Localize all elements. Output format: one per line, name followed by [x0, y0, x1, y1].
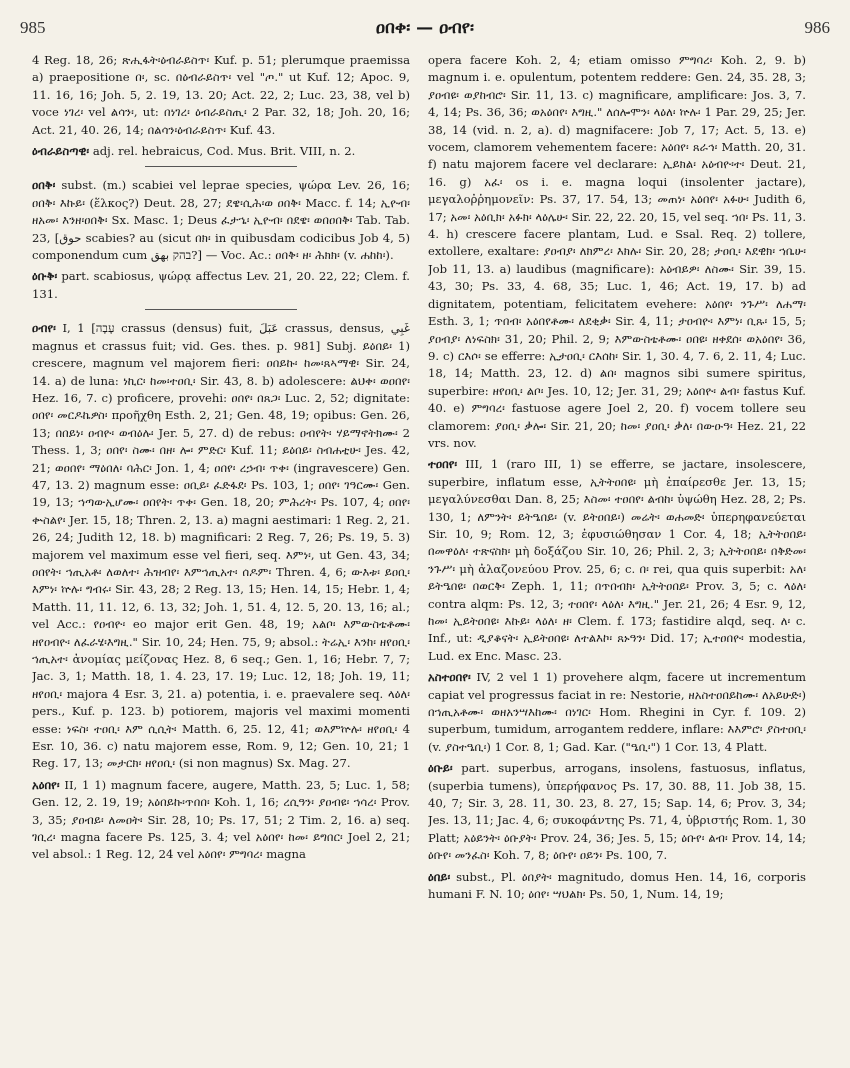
entry-headword: ዕቡቅ፡: [32, 269, 58, 284]
entry-headword: ዐበቅ፡: [32, 178, 56, 193]
entry-headword: ዕቡይ፡: [428, 761, 453, 776]
entry-text: IV, 2 vel 1 1) provehere alqm, facere ut incrementum capiat vel progressus faciat in re: Nestorie, ዘአስተዐበይከሙ፡ ለአይሁድ፡) በኀጢአቶሙ፡ ወዘአንሣእከሙ፡ በነገር፡ Hom. Rhegini in Cyr. f. 109. 2) superbum, tumidum, arrogantem reddere, inflare: እእምሮ፡ ያስተዐቢ፡ (v. ያስተዔቢ፡) 1 Cor. 8, 1; Gad. Kar. ("ዔቢ፡") 1 Cor. 13, 4 Platt.: [428, 670, 806, 754]
entry-headword: ዕብራይስጣዊ፡: [32, 144, 90, 159]
dictionary-entry: [32, 777, 410, 864]
entry-text: II, 1 1) magnum facere, augere, Matth. 23, 5; Luc. 1, 58; Gen. 12, 2. 19, 19; አዕበይኩ፡ጥበበ፡ Koh. 1, 16; ረሲዓን፡ ያዐብዩ፡ ኀሳረ፡ Prov. 3, 35; ያዐብይ፡ ለመዐት፡ Sir. 28, 10; Ps. 17, 51; 2 Tim. 2, 16. a) seq. ገቢረ፡ magna facere Ps. 125, 3. 4; vel አዕበየ፡ ከመ፡ ይግበር፡ Joel 2, 21; vel absol.: 1 Reg. 12, 24 vel አዕበየ፡ ምግባረ፡ magna: [32, 777, 410, 862]
entry-headword: ዕበይ፡: [428, 869, 451, 884]
right-page-number: 986: [804, 18, 830, 37]
entry-text: part. scabiosus, ψώρᾳ affectus Lev. 21, 20. 22, 22; Clem. f. 131.: [32, 269, 410, 301]
continuation-text: [428, 52, 806, 452]
entry-headword: አስተዐበየ፡: [428, 670, 471, 685]
entry-text: subst. (m.) scabiei vel leprae species, ψώρα Lev. 26, 16; ዐበቅ፡ እኩይ፡ (ἕλκος?) Deut. 28, 27; ደዌ፡ሲሕ፡ወ ዐበቅ፡ Macc. f. 14; ኢዮብ፡ዘአመ፡ እንዘ፡ዐበቅ፡ Sx. Masc. 1; Deus ፈታኄ፡ ኢዮብ፡ በደዌ፡ ወበዐበቅ፡ Tab. Tab. 23, [ﺣﻮﻕ scabies? au (sicut በክ፡ in quibusdam codicibus Job 4, 5) componendum cum בהק ﺑﻬﻖ?] — Voc. Ac.: ዐበቅ፡ ዘ፡ ሕክክ፡ (v. ሐከከ፡).: [32, 178, 410, 263]
section-divider: [145, 166, 296, 167]
entry-headword: ዐብየ፡: [32, 321, 56, 336]
entry-text: opera facere Koh. 2, 4; etiam omisso ምግባረ፡ Koh. 2, 9. b) magnum i. e. opulentum, potentem reddere: Gen. 24, 35. 28, 3; ያዐብዩ፡ ወያከብሮ፡ Sir. 11, 13. c) magnificare, amplificare: Jos. 3, 7. 4, 14; Ps. 36, 36; ወአዕበየ፡ እግዚ." ለሰሎሞን፡ ላዕለ፡ ኵሉ፡ 1 Par. 29, 25; Jer. 38, 14 (vid. n. 2, a). d) magnifacere: Job 7, 17; Act. 5, 13. e) vocem, clamorem vehementem facere: አዕበየ፡ ጸራኅ፡ Matth. 20, 31. f) natu majorem facere vel declarare: ኢይክል፡ አዕብዮ፡ተ፡ Deut. 21, 16. g) አፈ፡ os i. e. magna loqui (insolenter jactare), μεγαλοῤῥημονεῖν: Ps. 37, 17. 54, 13; መጠነ፡ አዕበየ፡ አፉሁ፡ Judith 6, 17; አመ፡ አዕቢክ፡ አፉክ፡ ላዕሌሁ፡ Sir. 22, 22. 20, 15, vel seq. ኀበ፡ Ps. 11, 3. 4. h) crescere facere plantam, Lud. e Ssal. Req. 2) tollere, extollere, exaltare: ያዐብያ፡ ለክምረ፡ እክሉ፡ Sir. 20, 28; ታዐቢ፡ እደዊክ፡ ኀቤሁ፡ Job 11, 13. a) laudibus (magnificare): አዕብይዎ፡ ለስሙ፡ Sir. 39, 15. 43, 30; Ps. 33, 4. 68, 35; Luc. 1, 46; Act. 19, 17. b) ad dignitatem, potentiam, felicitatem evehere: አዕበየ፡ ንጉሥ፡ ለሐማ፡ Esth. 3, 1; ጥበብ፡ አዕበየቶሙ፡ ለደቂቃ፡ Sir. 4, 11; ታዐብዮ፡ እምነ፡ ቢጹ፡ 15, 5; ያዐብያ፡ ለነፍስክ፡ 31, 20; Phil. 2, 9; እምውስቴቶሙ፡ ዐበዩ፡ ዘቀደሰ፡ ወአዕበየ፡ 36, 9. c) ርእሶ፡ se efferre: ኢታዐቢ፡ ርእሰከ፡ Sir. 1, 30. 4, 7. 6, 2. 11, 4; Luc. 18, 14; Matth. 23, 12. d) ልበ፡ magnos sibi sumere spiritus, superbire: ዘየዐቢ፡ ልቦ፡ Jes. 10, 12; Jer. 31, 29; አዕበዮ፡ ልብ፡ fastus Kuf. 40. e) ምግባረ፡ fastuose agere Joel 2, 20. f) vocem tollere seu clamorem: ያዐቢ፡ ቃሎ፡ Sir. 21, 20; ከመ፡ ያዐቢ፡ ቃለ፡ በውዑዓ፡ Hez. 21, 22 vrs. nov.: [428, 53, 806, 450]
dictionary-entry: [428, 760, 806, 864]
entry-text: III, 1 (raro III, 1) se efferre, se jactare, insolescere, superbire, inflatum esse, ኢትትዐበዩ፡ μὴ ἐπαίρεσθε Jer. 13, 15; μεγαλύνεσθαι Dan. 8, 25; እስመ፡ ተዐበየ፡ ልብከ፡ ὑψώθη Hez. 28, 2; Ps. 130, 1; ለምንት፡ ይትዔበይ፡ (v. ይትዐበይ፡) መሬት፡ ወሐመድ፡ ὑπερηφανεύεται Sir. 10, 9; Rom. 12, 3; ἐφυσιώθησαν 1 Cor. 4, 18; ኢትትዐበይ፡ በመዋዕለ፡ ተጽናስክ፡ μὴ δοξάζου Sir. 10, 26; Phil. 2, 3; ኢትትዐበይ፡ በቅድመ፡ ንጉሥ፡ μὴ ἀλαζονεύου Prov. 25, 6; c. በ፡ rei, qua quis superbit: አለ፡ ይትዔበዩ፡ በወርቅ፡ Zeph. 1, 11; በጥበብክ፡ ኢትትዐበይ፡ Prov. 3, 5; c. ላዕለ፡ contra alqm: Ps. 12, 3; ተዐበየ፡ ላዕለ፡ እግዚ." Jer. 21, 26; 4 Esr. 9, 12, ከመ፡ ኢይትዐበዩ፡ እኩይ፡ ላዕለ፡ ዘ፡ Clem. f. 173; fastidire alqd, seq. ለ፡ c. Inf., ut: ዲያቆናት፡ ኢይትዐበዩ፡ ለተልእኮ፡ ጸኑዓን፡ Did. 17; ኢተዐበዮ፡ modestia, Lud. ex Enc. Masc. 23.: [428, 457, 806, 663]
dictionary-entry: [428, 669, 806, 756]
section-divider: [145, 309, 296, 310]
dictionary-entry: [32, 268, 410, 303]
left-page-number: 985: [20, 18, 46, 37]
continuation-text: [32, 52, 410, 139]
right-column: [428, 52, 806, 1060]
entry-headword: ተዐበየ፡: [428, 457, 458, 472]
running-head: ዐበቀ፡ — ዐብየ፡: [375, 18, 475, 38]
dictionary-entry: [32, 177, 410, 264]
entry-text: subst., Pl. ዕበያት፡ magnitudo, domus Hen. 14, 16, corporis humani F. N. 10; ዕበየ፡ ሣህልክ፡ Ps. 50, 1, Num. 14, 19;: [428, 869, 806, 902]
entry-text: I, 1 [עָבָה crassus (densus) fuit, ﻋَﺒَﻞَ crassus, densus, ﻏَﺒِﻲ magnus et crassus fuit; vid. Ges. thes. p. 981] Subj. ይዕበይ፡ 1) crescere, magnum vel majorem fieri: ዐበይኩ፡ ከመ፡ጸኣማዊ፡ Sir. 24, 14. a) de luna: ነኪር፡ ከመ፡ተዐቢ፡ Sir. 43, 8. b) adolescere: ልህቀ፡ ወዐበየ፡ Hez. 16, 7. c) proficere, provehi: ዐበየ፡ በጸጋ፡ Luc. 2, 52; dignitate: ዐበየ፡ መርዶኬዎስ፡ προῆχθη Esth. 2, 21; Gen. 48, 19; opibus: Gen. 26, 13; በበይነ፡ ዐብዮ፡ ወብዕሉ፡ Jer. 5, 27. d) de rebus: ዐብየት፡ ሃይማኖትክሙ፡ 2 Thess. 1, 3; ዐበየ፡ ስሙ፡ በዘ፡ ሎ፡ ምድር፡ Kuf. 11; ይዕበይ፡ ስብሐቲሁ፡ Jes. 42, 21; ወዐበየ፡ ማዕበለ፡ ባሕር፡ Jon. 1, 4; ዐበየ፡ ረኃብ፡ ጥቀ፡ (ingravescere) Gen. 47, 13. 2) magnum esse: ዐቢይ፡ ፈድፋደ፡ Ps. 103, 1; ዐበየ፡ ገዓርሙ፡ Gen. 19, 13; ኀጣውኢሆሙ፡ ዐበየት፡ ጥቀ፡ Gen. 18, 20; ምሕረት፡ Ps. 107, 4; ዐበየ፡ ቍስልየ፡ Jer. 15, 18; Thren. 2, 13. a) magni aestimari: 1 Reg. 2, 21. 26, 24; Judith 12, 18. b) magnificari: 2 Reg. 7, 26; Ps. 19, 5. 3) majorem vel maximum esse vel fieri, seq. እምነ፡, ut Gen. 43, 34; ዐበየት፡ ኀጢአቶ፡ ለወለተ፡ ሕዝብየ፡ እምኀጢአተ፡ ሰዶም፡ Thren. 4, 6; ውእቱ፡ ይዐቢ፡ እምነ፡ ኵሉ፡ ግብሩ፡ Sir. 43, 28; 2 Reg. 13, 15; Hen. 14, 15; Hebr. 1, 4; Matth. 11, 11. 12, 6. 13, 32; Joh. 1, 51. 4, 12. 5, 20. 13, 16; al.; vel Acc.: የዐብዮ፡ eo major erit Gen. 48, 19; አልቦ፡ እምውስቴቶሙ፡ ዘየዐብዮ፡ ለፈራሄ፡እግዚ." Sir. 10, 24; Hen. 75, 9; absol.: ትሬኢ፡ እንከ፡ ዘየዐቢ፡ ኀጢአተ፡ ἀνομίας μείζονας Hez. 8, 6 seq.; Gen. 1, 16; Hebr. 7, 7; Jac. 3, 1; Matth. 18, 1. 4. 23, 17. 19; Luc. 12, 18; Joh. 19, 11; ዘየዐቢ፡ majora 4 Esr. 3, 21. a) potentia, i. e. praevalere seq. ላዕለ፡ pers., Kuf. p. 123. b) potiorem, majoris vel maximi momenti esse: ነፍስ፡ ተዐቢ፡ እም ሲሲት፡ Matth. 6, 25. 12, 41; ወእምኵሉ፡ ዘየዐቢ፡ 4 Esr. 10, 36. c) natu majorem esse, Rom. 9, 12; Gen. 10, 21; 1 Reg. 17, 13; መታርክ፡ ዘየዐቢ፡ (si non magnus) Sx. Mag. 27.: [32, 321, 410, 771]
entry-text: adj. rel. hebraicus, Cod. Mus. Brit. VIII, n. 2.: [92, 144, 356, 159]
entry-text: part. superbus, arrogans, insolens, fastuosus, inflatus, (superbia tumens), ὑπερήφανος Ps. 17, 30. 88, 11. Job 38, 15. 40, 7; Sir. 3, 28. 11, 30. 23, 8. 27, 15; Sap. 14, 6; Prov. 3, 34; Jes. 13, 11; Jac. 4, 6; συκοφάντης Ps. 71, 4, ὑβριστής Rom. 1, 30 Platt; አዕይንት፡ ዕቡያት፡ Prov. 24, 36; Jes. 5, 15; ዕቡየ፡ ልብ፡ Prov. 14, 14; ዕቡየ፡ መንፈስ፡ Koh. 7, 8; ዕቡየ፡ ዐይን፡ Ps. 100, 7.: [428, 761, 806, 863]
entry-text: 4 Reg. 18, 26; ጽሒፋት፡ዕብራይስጥ፡ Kuf. p. 51; plerumque praemissa a) praepositione በ፡, sc. በዕብራይስጥ፡ vel "ጦ." ut Kuf. 12; Apoc. 9, 11. 16, 16; Joh. 5, 2. 19, 13. 20; Act. 22, 2; Luc. 23, 38, vel b) voce ነገረ፡ vel ልሳን፡, ut: በነገረ፡ ዕብራይስጢ፡ 2 Par. 32, 18; Joh. 20, 16; Act. 21, 40. 26, 14; በልሳን፡ዕብራይስጥ፡ Kuf. 43.: [32, 53, 410, 137]
dictionary-entry: [32, 143, 410, 160]
entry-headword: አዕበየ፡: [32, 777, 60, 792]
dictionary-entry: [32, 320, 410, 773]
left-column: [32, 52, 410, 1060]
dictionary-entry: [428, 456, 806, 665]
dictionary-entry: [428, 869, 806, 904]
page-header: [20, 8, 830, 48]
